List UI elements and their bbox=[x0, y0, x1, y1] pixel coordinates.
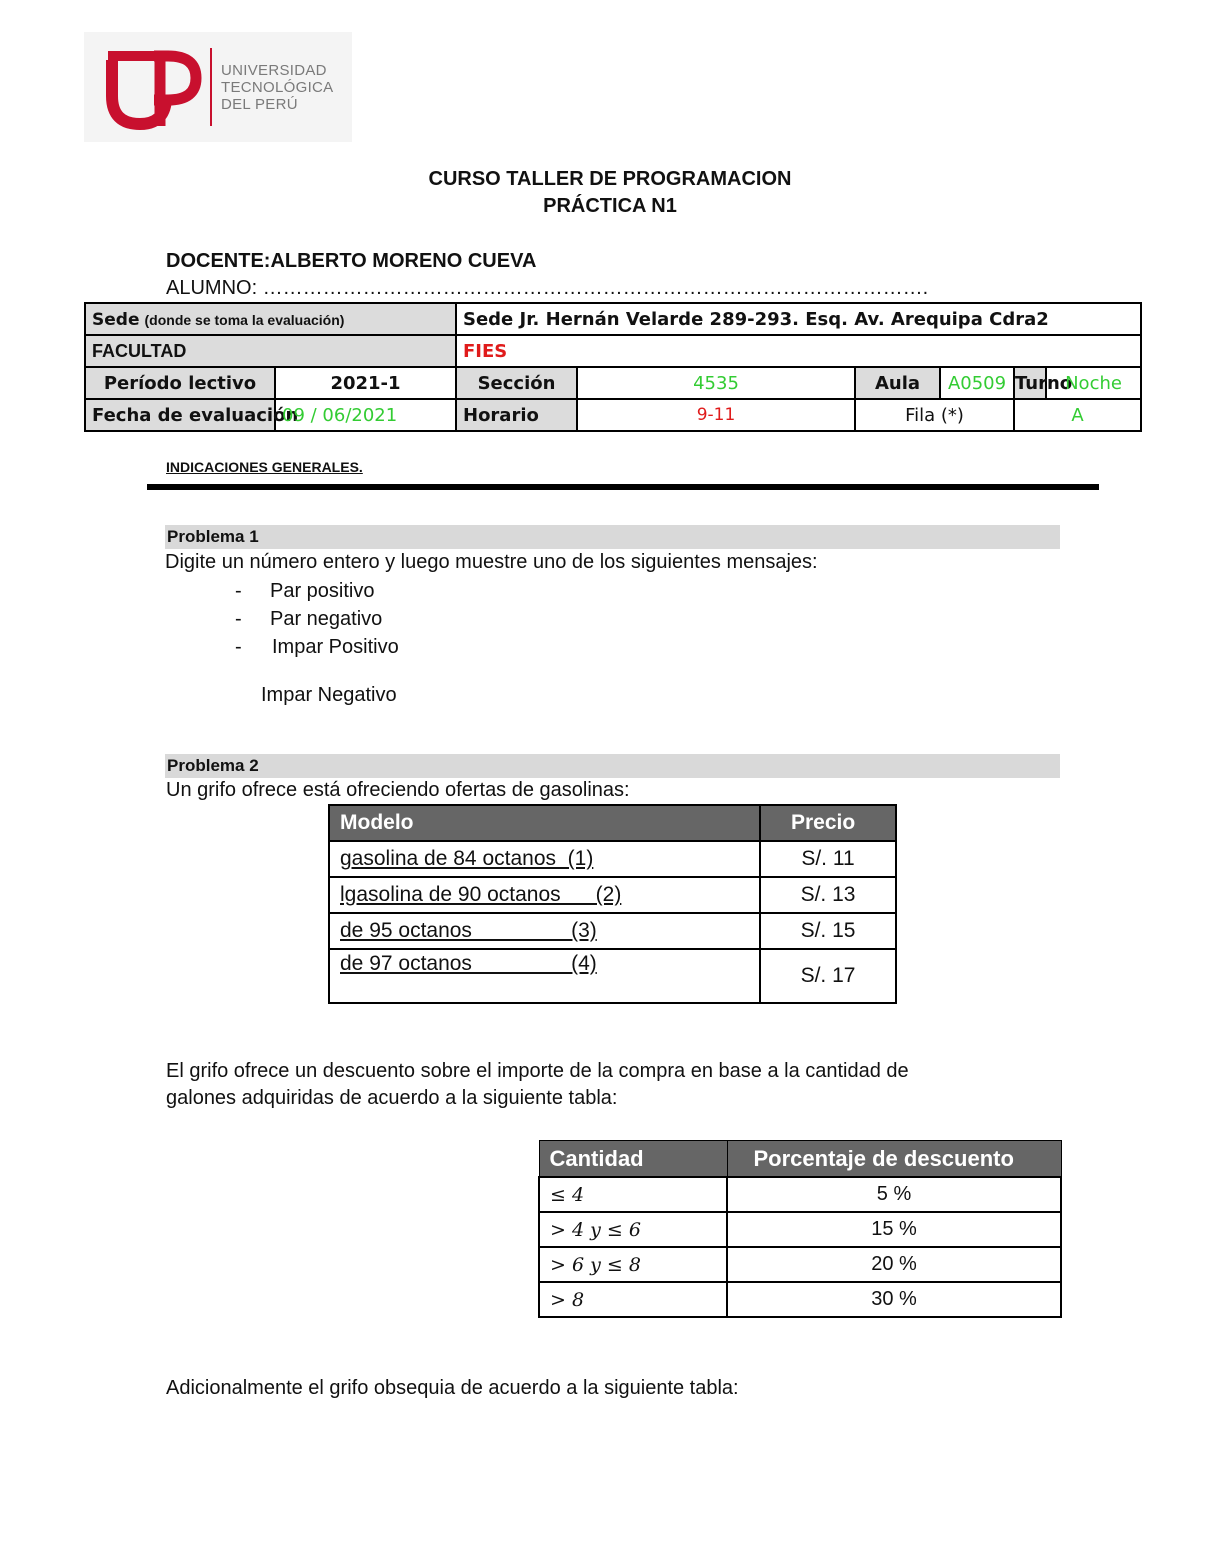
university-logo bbox=[84, 32, 352, 142]
table-row bbox=[329, 877, 896, 913]
problem-1-item-3: Impar Positivo bbox=[272, 636, 399, 658]
utp-logo-icon bbox=[106, 46, 202, 130]
discount-pct: 5 % bbox=[727, 1177, 1061, 1212]
periodo-value: 2021-1 bbox=[275, 367, 456, 399]
horario-value: 9-11 bbox=[577, 399, 855, 431]
aula-value: A0509 bbox=[940, 367, 1014, 399]
discount-qty: > 6 y ≤ 8 bbox=[539, 1247, 727, 1282]
problem-1-statement: Digite un número entero y luego muestre uno de los siguientes mensajes: bbox=[165, 551, 818, 573]
turno-label: Turno bbox=[1014, 367, 1046, 399]
bullet-2: - bbox=[235, 608, 242, 630]
fuel-model: gasolina de 84 octanos (1) bbox=[329, 841, 760, 877]
table-row bbox=[329, 949, 896, 1003]
table-row bbox=[539, 1247, 1061, 1282]
table-row bbox=[539, 1177, 1061, 1212]
fuel-model: lgasolina de 90 octanos (2) bbox=[329, 877, 760, 913]
turno-value: Noche bbox=[1046, 367, 1141, 399]
exam-info-table bbox=[84, 302, 1142, 432]
practice-title: PRÁCTICA N1 bbox=[543, 195, 677, 217]
sede-label: Sede bbox=[92, 309, 140, 330]
discount-qty: ≤ 4 bbox=[539, 1177, 727, 1212]
problem-1-extra: Impar Negativo bbox=[261, 684, 397, 706]
fuel-price: S/. 13 bbox=[760, 877, 896, 913]
discount-header-row bbox=[539, 1141, 1061, 1178]
fuel-model: de 97 octanos (4) bbox=[329, 949, 760, 1003]
fila-label: Fila (*) bbox=[855, 399, 1014, 431]
university-name-line-1: UNIVERSIDAD bbox=[221, 62, 327, 79]
aula-label: Aula bbox=[855, 367, 940, 399]
sede-note: (donde se toma la evaluación) bbox=[144, 311, 345, 328]
bullet-3: - bbox=[235, 636, 242, 658]
student-line: ALUMNO: ………………………………………………………………………………………. bbox=[166, 277, 929, 299]
periodo-label: Período lectivo bbox=[85, 367, 275, 399]
horario-label: Horario bbox=[456, 399, 577, 431]
section-rule bbox=[147, 484, 1099, 490]
fecha-value: 09 / 06/2021 bbox=[275, 399, 456, 431]
periodo-row bbox=[85, 367, 1141, 399]
sede-row bbox=[85, 303, 1141, 335]
discount-table bbox=[538, 1140, 1062, 1318]
fuel-price: S/. 11 bbox=[760, 841, 896, 877]
facultad-value: FIES bbox=[456, 335, 1141, 367]
table-row bbox=[539, 1282, 1061, 1317]
university-name bbox=[221, 62, 333, 113]
university-name-line-2: TECNOLÓGICA bbox=[221, 79, 334, 96]
table-row bbox=[329, 913, 896, 949]
discount-header-pct: Porcentaje de descuento bbox=[727, 1141, 1061, 1178]
facultad-label: FACULTAD bbox=[85, 335, 456, 367]
discount-pct: 15 % bbox=[727, 1212, 1061, 1247]
fuel-header-row bbox=[329, 805, 896, 841]
discount-qty: > 4 y ≤ 6 bbox=[539, 1212, 727, 1247]
seccion-label: Sección bbox=[456, 367, 577, 399]
teacher-line: DOCENTE:ALBERTO MORENO CUEVA bbox=[166, 250, 537, 272]
seccion-value: 4535 bbox=[577, 367, 855, 399]
fuel-price: S/. 15 bbox=[760, 913, 896, 949]
table-row bbox=[329, 841, 896, 877]
fuel-header-price: Precio bbox=[760, 805, 896, 841]
problem-2-statement: Un grifo ofrece está ofreciendo ofertas de gasolinas: bbox=[166, 779, 630, 801]
discount-pct: 20 % bbox=[727, 1247, 1061, 1282]
discount-qty: > 8 bbox=[539, 1282, 727, 1317]
problem-2-title: Problema 2 bbox=[165, 754, 1060, 778]
fecha-label: Fecha de evaluación bbox=[85, 399, 275, 431]
discount-header-qty: Cantidad bbox=[539, 1141, 727, 1178]
fuel-model: de 95 octanos (3) bbox=[329, 913, 760, 949]
facultad-row bbox=[85, 335, 1141, 367]
problem-1-item-1: Par positivo bbox=[270, 580, 375, 602]
gift-text: Adicionalmente el grifo obsequia de acuerdo a la siguiente tabla: bbox=[166, 1377, 739, 1399]
fuel-price-table bbox=[328, 804, 897, 1004]
discount-text-line-2: galones adquiridas de acuerdo a la siguiente tabla: bbox=[166, 1087, 618, 1109]
sede-label-cell bbox=[85, 303, 456, 335]
course-title: CURSO TALLER DE PROGRAMACION bbox=[428, 168, 792, 190]
general-instructions-heading: INDICACIONES GENERALES. bbox=[166, 459, 363, 475]
discount-pct: 30 % bbox=[727, 1282, 1061, 1317]
fila-value: A bbox=[1014, 399, 1141, 431]
table-row bbox=[539, 1212, 1061, 1247]
bullet-1: - bbox=[235, 580, 242, 602]
fecha-row bbox=[85, 399, 1141, 431]
fuel-price: S/. 17 bbox=[760, 949, 896, 1003]
sede-value: Sede Jr. Hernán Velarde 289-293. Esq. Av. Arequipa Cdra2 bbox=[456, 303, 1141, 335]
problem-1-title: Problema 1 bbox=[165, 525, 1060, 549]
problem-1-item-2: Par negativo bbox=[270, 608, 383, 630]
discount-text-line-1: El grifo ofrece un descuento sobre el importe de la compra en base a la cantidad de bbox=[166, 1060, 909, 1082]
logo-divider bbox=[210, 48, 212, 126]
fuel-header-model: Modelo bbox=[329, 805, 760, 841]
university-name-line-3: DEL PERÚ bbox=[221, 96, 298, 113]
